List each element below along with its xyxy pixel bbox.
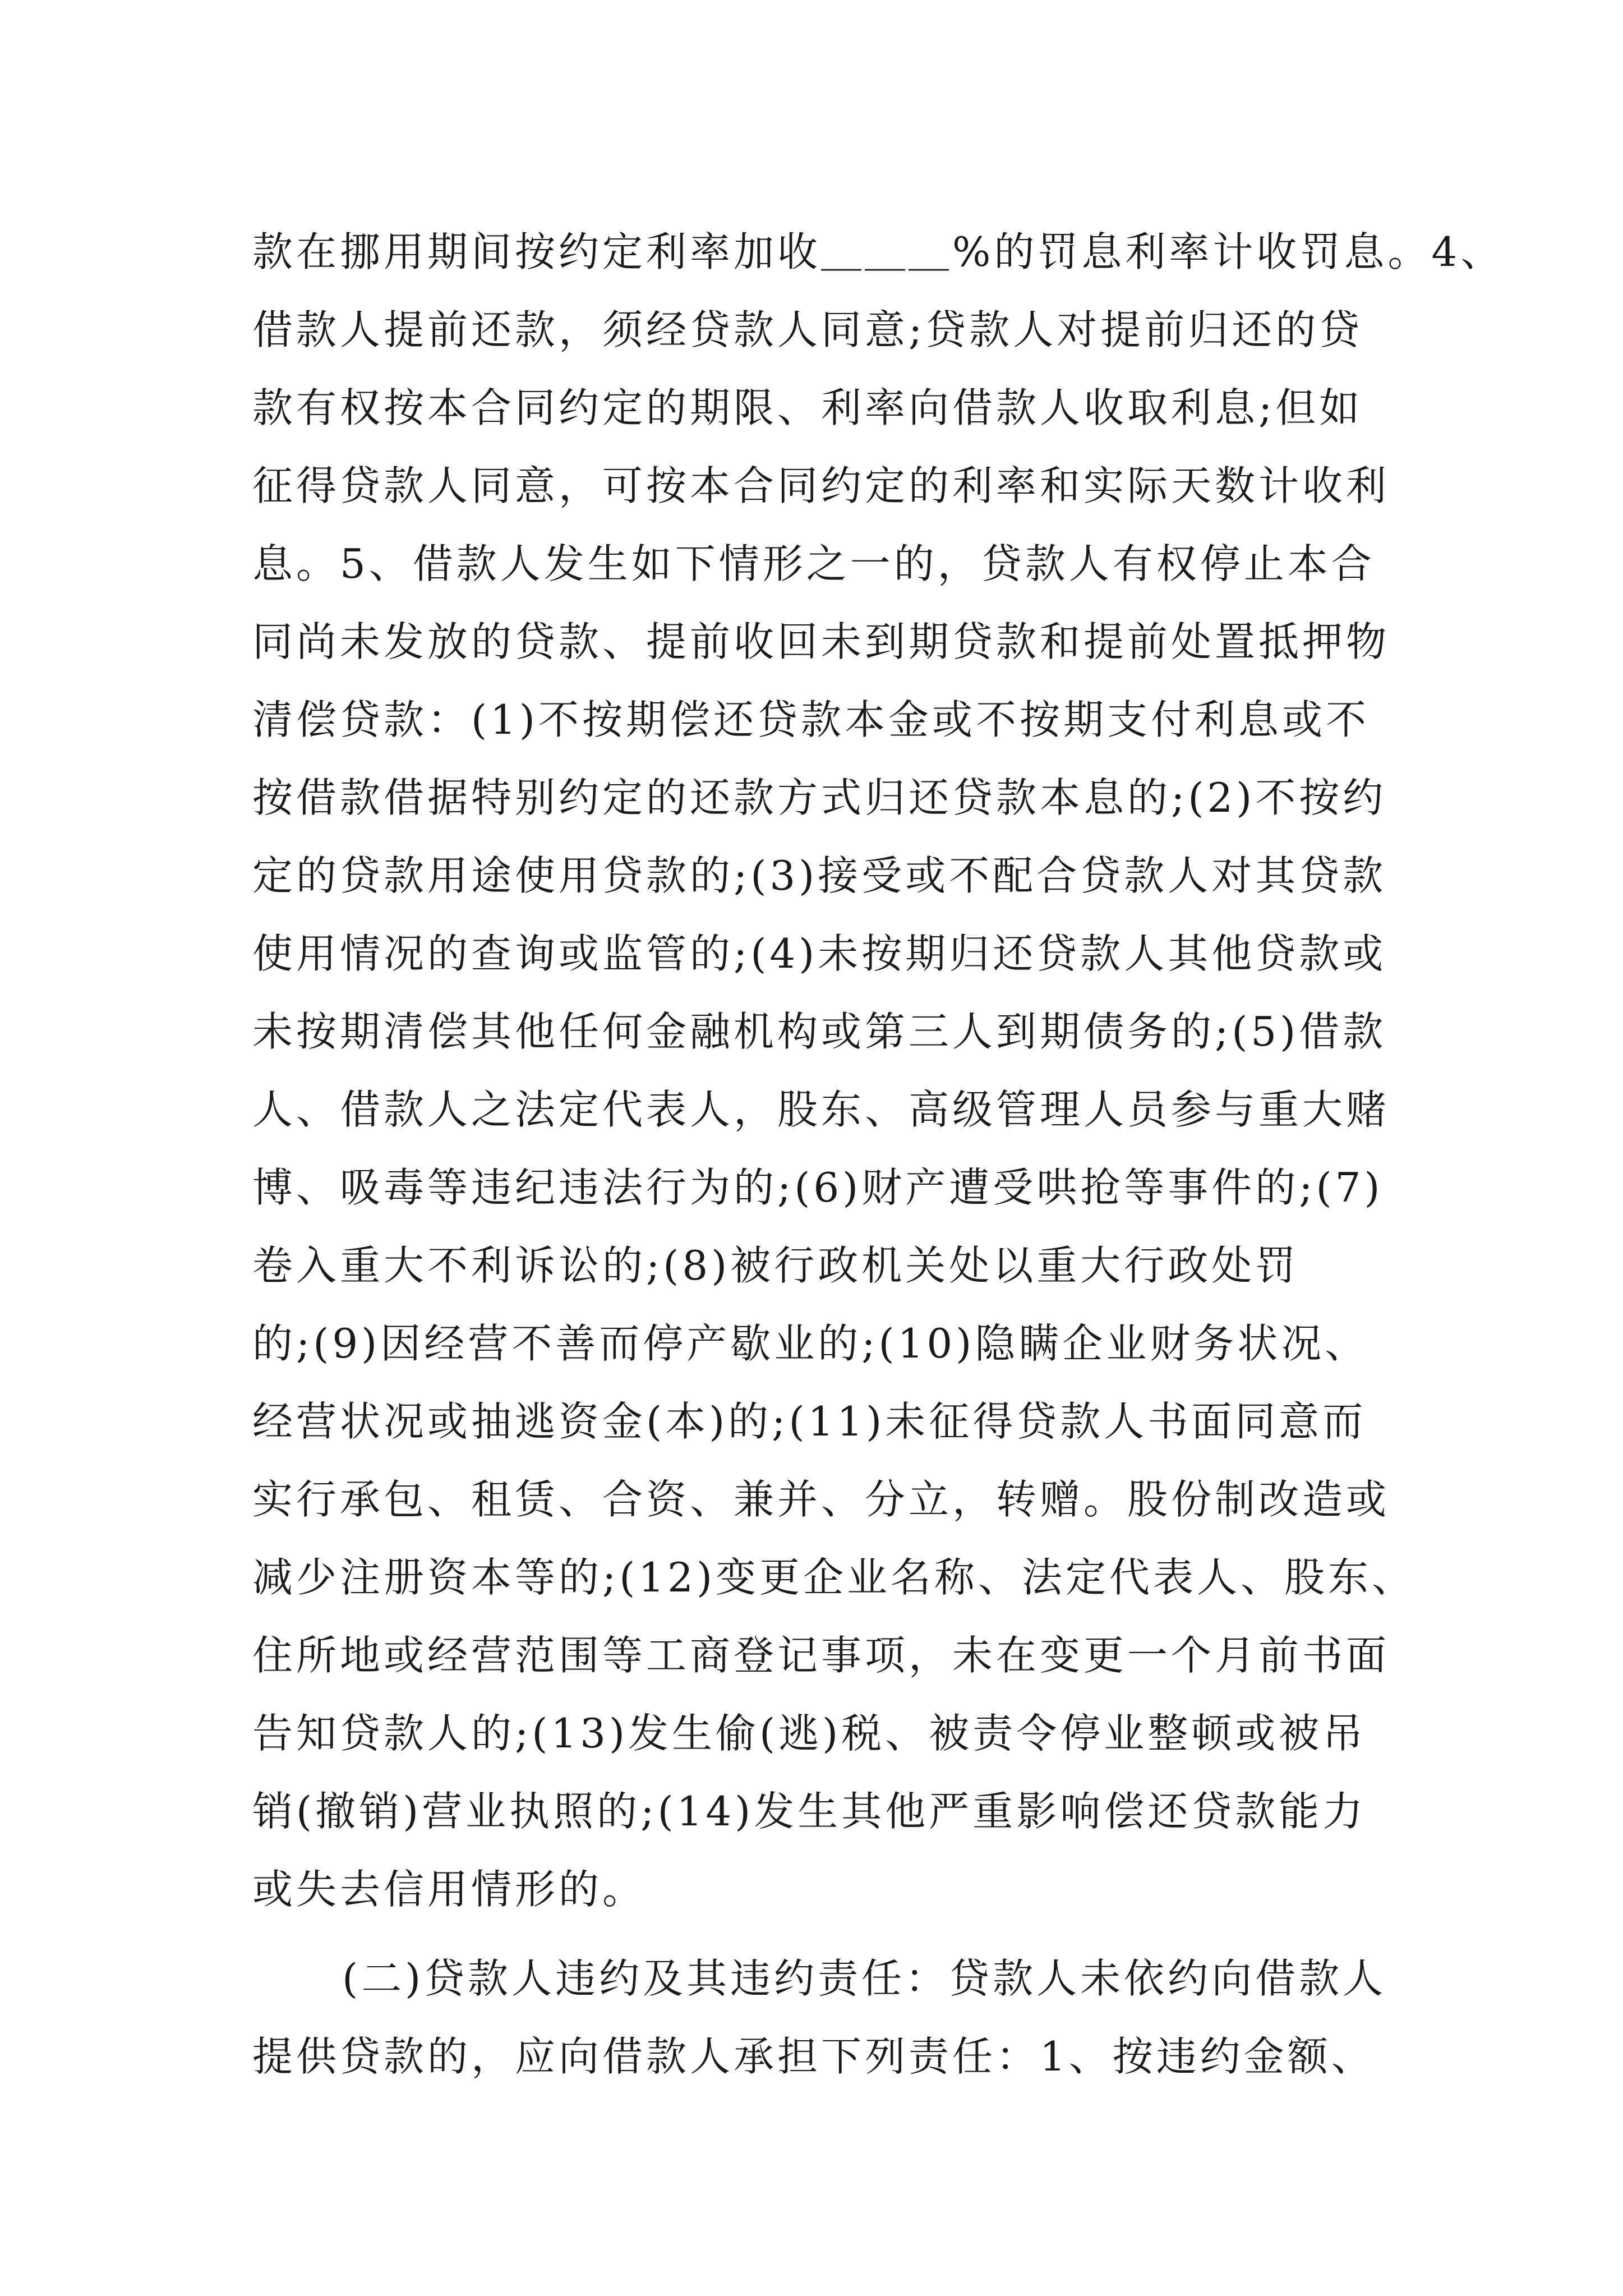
text-line: 博、吸毒等违纪违法行为的;(6)财产遭受哄抢等事件的;(7) (252, 1164, 1384, 1211)
text-line: 定的贷款用途使用贷款的;(3)接受或不配合贷款人对其贷款 (252, 852, 1387, 899)
text-line: 同尚未发放的贷款、提前收回未到期贷款和提前处置抵押物 (252, 618, 1390, 665)
text-line: 款有权按本合同约定的期限、利率向借款人收取利息;但如 (252, 384, 1363, 431)
text-line: 使用情况的查询或监管的;(4)未按期归还贷款人其他贷款或 (252, 930, 1387, 977)
paragraph-gap (252, 1929, 1380, 1940)
text-line: 实行承包、租赁、合资、兼并、分立，转赠。股份制改造或 (252, 1476, 1390, 1523)
document-body (252, 213, 1505, 2096)
text-line: 清偿贷款：(1)不按期偿还贷款本金或不按期支付利息或不 (252, 696, 1370, 743)
text-line: 减少注册资本等的;(12)变更企业名称、法定代表人、股东、 (252, 1554, 1416, 1601)
text-line: 款在挪用期间按约定利率加收＿＿＿%的罚息利率计收罚息。4、 (252, 228, 1505, 275)
text-line: 提供贷款的，应向借款人承担下列责任：1、按违约金额、 (252, 2033, 1375, 2080)
text-line: 经营状况或抽逃资金(本)的;(11)未征得贷款人书面同意而 (252, 1398, 1367, 1445)
text-line: 借款人提前还款，须经贷款人同意;贷款人对提前归还的贷 (252, 306, 1363, 353)
text-line: 销(撤销)营业执照的;(14)发生其他严重影响偿还贷款能力 (252, 1788, 1367, 1835)
text-line: (二)贷款人违约及其违约责任：贷款人未依约向借款人 (342, 1955, 1387, 2002)
text-line: 住所地或经营范围等工商登记事项，未在变更一个月前书面 (252, 1632, 1390, 1679)
text-line: 按借款借据特别约定的还款方式归还贷款本息的;(2)不按约 (252, 774, 1387, 821)
text-line: 告知贷款人的;(13)发生偷(逃)税、被责令停业整顿或被吊 (252, 1710, 1367, 1757)
text-line: 卷入重大不利诉讼的;(8)被行政机关处以重大行政处罚 (252, 1242, 1299, 1289)
text-line: 未按期清偿其他任何金融机构或第三人到期债务的;(5)借款 (252, 1008, 1387, 1055)
text-line: 征得贷款人同意，可按本合同约定的利率和实际天数计收利 (252, 462, 1390, 509)
text-line: 息。5、借款人发生如下情形之一的，贷款人有权停止本合 (252, 540, 1375, 587)
text-line: 或失去信用情形的。 (252, 1866, 647, 1913)
text-line: 的;(9)因经营不善而停产歇业的;(10)隐瞒企业财务状况、 (252, 1320, 1369, 1367)
text-line: 人、借款人之法定代表人，股东、高级管理人员参与重大赌 (252, 1086, 1390, 1133)
